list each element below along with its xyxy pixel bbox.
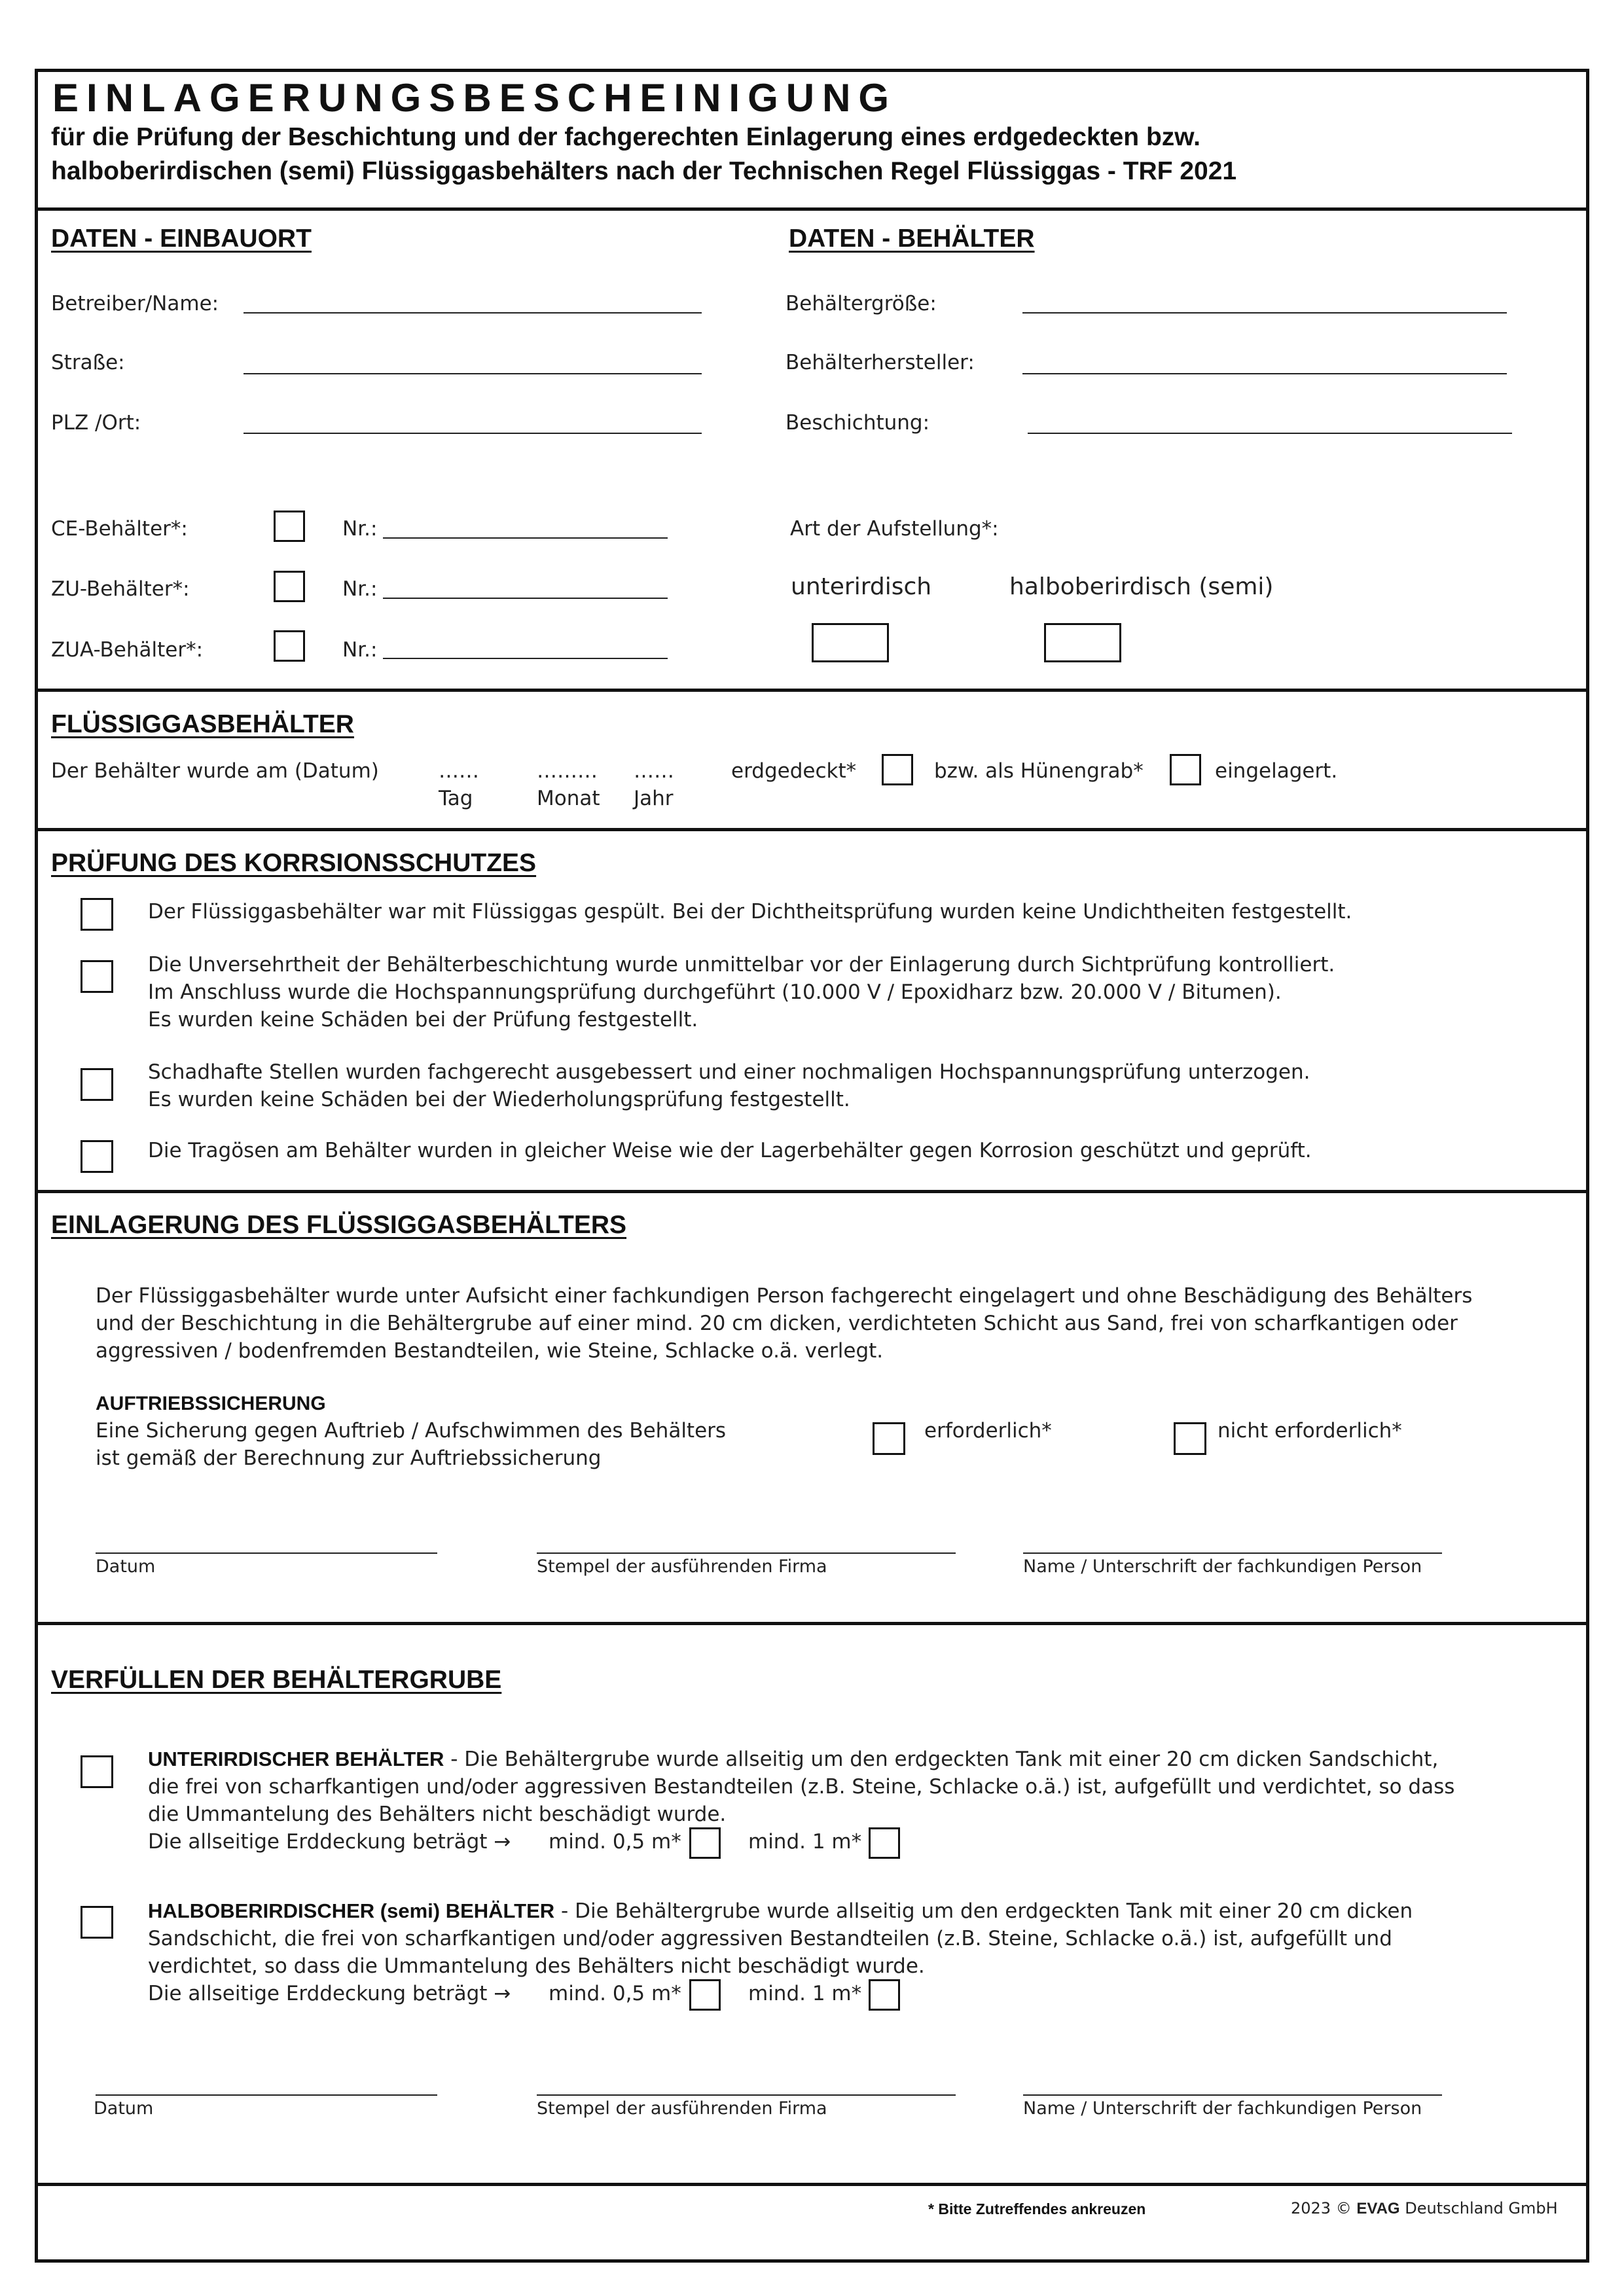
- verfuellen-u-line: die Ummantelung des Behälters nicht beschädigt wurde.: [148, 1803, 727, 1826]
- auftrieb-text-line: Eine Sicherung gegen Auftrieb / Aufschwimmen des Behälters: [96, 1419, 727, 1443]
- checkbox-erforderlich[interactable]: [873, 1422, 905, 1455]
- verfuellen-u-text: - Die Behältergrube wurde allseitig um den erdgeckten Tank mit einer 20 cm dicken Sandschicht,: [444, 1748, 1439, 1771]
- field-label-plz-ort: PLZ /Ort:: [51, 411, 141, 435]
- signature-line-name[interactable]: [1023, 1552, 1442, 1554]
- section-heading-fluessiggasbehaelter: FLÜSSIGGASBEHÄLTER: [51, 710, 354, 738]
- input-line-hersteller[interactable]: [1022, 373, 1507, 374]
- einlagerung-text-line: und der Beschichtung in die Behältergrube auf einer mind. 20 cm dicken, verdichteten Schicht aus Sand, frei von scharfkantigen oder: [96, 1312, 1458, 1335]
- erddeckung-label: Die allseitige Erddeckung beträgt →: [148, 1982, 511, 2005]
- label-ce-behaelter: CE-Behälter*:: [51, 517, 188, 541]
- checkbox-unterirdischer-behaelter[interactable]: [81, 1755, 113, 1788]
- verfuellen-h-line: [148, 1899, 1413, 1923]
- divider: [35, 689, 1589, 692]
- label-datum-text: Der Behälter wurde am (Datum): [51, 759, 379, 783]
- footer-copyright: [1291, 2199, 1558, 2218]
- footer-note: * Bitte Zutreffendes ankreuzen: [928, 2200, 1146, 2217]
- label-halboberirdisch: halboberirdisch (semi): [1009, 573, 1274, 600]
- label-aufstellung: Art der Aufstellung*:: [790, 517, 999, 541]
- divider: [35, 1622, 1589, 1625]
- checkbox-u-mind-1[interactable]: [869, 1827, 900, 1859]
- verfuellen-u-line: die frei von scharfkantigen und/oder aggressiven Bestandteilen (z.B. Steine, Schlacke o.ä.) ist, aufgefüllt und verdichtet, so dass: [148, 1775, 1455, 1799]
- verfuellen-u-bold: UNTERIRDISCHER BEHÄLTER: [148, 1748, 444, 1770]
- verfuellen-h-line: Sandschicht, die frei von scharfkantigen und/oder aggressiven Bestandteilen (z.B. Steine, Schlacke o.ä.) ist, aufgefüllt und: [148, 1927, 1392, 1950]
- input-line-ce-nr[interactable]: [383, 537, 668, 539]
- label-mind-05: mind. 0,5 m*: [549, 1830, 681, 1854]
- label-erforderlich: erforderlich*: [924, 1419, 1052, 1443]
- checkbox-halboberirdisch[interactable]: [1044, 623, 1121, 662]
- label-unterirdisch: unterirdisch: [791, 573, 932, 600]
- label-mind-1: mind. 1 m*: [748, 1830, 862, 1854]
- input-line-beschichtung[interactable]: [1028, 433, 1512, 434]
- pruefung-item-3-line: Schadhafte Stellen wurden fachgerecht ausgebessert und einer nochmaligen Hochspannungsprüfung unterzogen.: [148, 1060, 1310, 1084]
- auftrieb-text-line: ist gemäß der Berechnung zur Auftriebssicherung: [96, 1446, 602, 1470]
- input-jahr[interactable]: ……: [634, 759, 674, 783]
- auftrieb-heading: AUFTRIEBSSICHERUNG: [96, 1393, 326, 1414]
- label-erdgedeckt: erdgedeckt*: [731, 759, 857, 783]
- signature-line-name[interactable]: [1023, 2094, 1442, 2096]
- erddeckung-label: Die allseitige Erddeckung beträgt →: [148, 1830, 511, 1854]
- signature-line-stempel[interactable]: [537, 2094, 956, 2096]
- field-label-betreiber: Betreiber/Name:: [51, 292, 219, 315]
- signature-line-datum[interactable]: [96, 2094, 437, 2096]
- pruefung-item-2-line: Im Anschluss wurde die Hochspannungsprüfung durchgeführt (10.000 V / Epoxidharz bzw. 20.000 V / Bitumen).: [148, 980, 1282, 1004]
- divider: [35, 1190, 1589, 1193]
- label-monat: Monat: [537, 787, 600, 810]
- einlagerung-text-line: Der Flüssiggasbehälter wurde unter Aufsicht einer fachkundigen Person fachgerecht eingelagert und ohne Beschädigung des Behälters: [96, 1284, 1473, 1308]
- checkbox-pruefung-3[interactable]: [81, 1068, 113, 1101]
- checkbox-h-mind-05[interactable]: [689, 1979, 721, 2011]
- input-tag[interactable]: ……: [439, 759, 479, 783]
- signature-line-stempel[interactable]: [537, 1552, 956, 1554]
- signature-label-name: Name / Unterschrift der fachkundigen Person: [1023, 1556, 1422, 1577]
- input-line-strasse[interactable]: [244, 373, 702, 374]
- section-heading-einlagerung: EINLAGERUNG DES FLÜSSIGGASBEHÄLTERS: [51, 1211, 627, 1239]
- field-label-strasse: Straße:: [51, 351, 125, 374]
- verfuellen-h-line: verdichtet, so dass die Ummantelung des Behälters nicht beschädigt wurde.: [148, 1954, 925, 1978]
- signature-label-stempel: Stempel der ausführenden Firma: [537, 2098, 827, 2119]
- divider: [35, 828, 1589, 831]
- signature-label-datum: Datum: [94, 2098, 154, 2119]
- label-nicht-erforderlich: nicht erforderlich*: [1218, 1419, 1402, 1443]
- footer-company: Deutschland GmbH: [1399, 2199, 1558, 2217]
- input-monat[interactable]: ………: [537, 759, 598, 783]
- checkbox-u-mind-05[interactable]: [689, 1827, 721, 1859]
- pruefung-item-2-line: Es wurden keine Schäden bei der Prüfung festgestellt.: [148, 1008, 698, 1031]
- page-title: EINLAGERUNGSBESCHEINIGUNG: [52, 76, 897, 120]
- input-line-groesse[interactable]: [1022, 312, 1507, 314]
- section-heading-behaelter: DATEN - BEHÄLTER: [789, 224, 1035, 253]
- pruefung-item-3-line: Es wurden keine Schäden bei der Wiederholungsprüfung festgestellt.: [148, 1088, 850, 1111]
- input-line-betreiber[interactable]: [244, 312, 702, 314]
- checkbox-halboberirdischer-behaelter[interactable]: [81, 1906, 113, 1939]
- label-nr: Nr.:: [342, 577, 378, 601]
- checkbox-zua-behaelter[interactable]: [274, 630, 305, 662]
- label-nr: Nr.:: [342, 517, 378, 541]
- input-line-plz-ort[interactable]: [244, 433, 702, 434]
- section-heading-einbauort: DATEN - EINBAUORT: [51, 224, 312, 253]
- label-mind-05: mind. 0,5 m*: [549, 1982, 681, 2005]
- einlagerung-text-line: aggressiven / bodenfremden Bestandteilen, wie Steine, Schlacke o.ä. verlegt.: [96, 1339, 884, 1363]
- page-subtitle: für die Prüfung der Beschichtung und der fachgerechten Einlagerung eines erdgedeckten bzw.: [51, 123, 1201, 151]
- pruefung-item-1: Der Flüssiggasbehälter war mit Flüssiggas gespült. Bei der Dichtheitsprüfung wurden keine Undichtheiten festgestellt.: [148, 900, 1352, 924]
- checkbox-h-mind-1[interactable]: [869, 1979, 900, 2011]
- label-huenengrab: bzw. als Hünengrab*: [934, 759, 1144, 783]
- divider: [35, 2183, 1589, 2186]
- checkbox-huenengrab[interactable]: [1170, 754, 1201, 785]
- checkbox-nicht-erforderlich[interactable]: [1174, 1422, 1206, 1455]
- checkbox-pruefung-1[interactable]: [81, 898, 113, 931]
- page-subtitle: halboberirdischen (semi) Flüssiggasbehälters nach der Technischen Regel Flüssiggas - TRF 2021: [51, 157, 1237, 185]
- footer-brand: EVAG: [1356, 2200, 1400, 2217]
- input-line-zu-nr[interactable]: [383, 598, 668, 599]
- label-zu-behaelter: ZU-Behälter*:: [51, 577, 190, 601]
- label-zua-behaelter: ZUA-Behälter*:: [51, 638, 204, 662]
- field-label-hersteller: Behälterhersteller:: [785, 351, 975, 374]
- checkbox-pruefung-2[interactable]: [81, 960, 113, 993]
- section-heading-pruefung: PRÜFUNG DES KORRSIONSSCHUTZES: [51, 849, 537, 877]
- checkbox-pruefung-4[interactable]: [81, 1140, 113, 1173]
- divider: [35, 207, 1589, 211]
- checkbox-ce-behaelter[interactable]: [274, 511, 305, 542]
- verfuellen-h-text: - Die Behältergrube wurde allseitig um den erdgeckten Tank mit einer 20 cm dicken: [554, 1899, 1413, 1923]
- label-nr: Nr.:: [342, 638, 378, 662]
- checkbox-unterirdisch[interactable]: [812, 623, 889, 662]
- label-mind-1: mind. 1 m*: [748, 1982, 862, 2005]
- input-line-zua-nr[interactable]: [383, 658, 668, 659]
- pruefung-item-4: Die Tragösen am Behälter wurden in gleicher Weise wie der Lagerbehälter gegen Korrosion geschützt und geprüft.: [148, 1139, 1312, 1162]
- field-label-groesse: Behältergröße:: [785, 292, 937, 315]
- signature-label-stempel: Stempel der ausführenden Firma: [537, 1556, 827, 1577]
- label-jahr: Jahr: [634, 787, 674, 810]
- signature-label-datum: Datum: [96, 1556, 156, 1577]
- field-label-beschichtung: Beschichtung:: [785, 411, 930, 435]
- signature-line-datum[interactable]: [96, 1552, 437, 1554]
- label-tag: Tag: [439, 787, 473, 810]
- verfuellen-h-bold: HALBOBERIRDISCHER (semi) BEHÄLTER: [148, 1899, 555, 1922]
- label-eingelagert: eingelagert.: [1215, 759, 1338, 783]
- signature-label-name: Name / Unterschrift der fachkundigen Person: [1023, 2098, 1422, 2119]
- checkbox-erdgedeckt[interactable]: [882, 754, 913, 785]
- section-heading-verfuellen: VERFÜLLEN DER BEHÄLTERGRUBE: [51, 1666, 502, 1694]
- pruefung-item-2-line: Die Unversehrtheit der Behälterbeschichtung wurde unmittelbar vor der Einlagerung durch Sichtprüfung kontrolliert.: [148, 953, 1335, 977]
- verfuellen-u-line: [148, 1748, 1438, 1771]
- checkbox-zu-behaelter[interactable]: [274, 571, 305, 602]
- footer-copyright-year: 2023 ©: [1291, 2199, 1357, 2217]
